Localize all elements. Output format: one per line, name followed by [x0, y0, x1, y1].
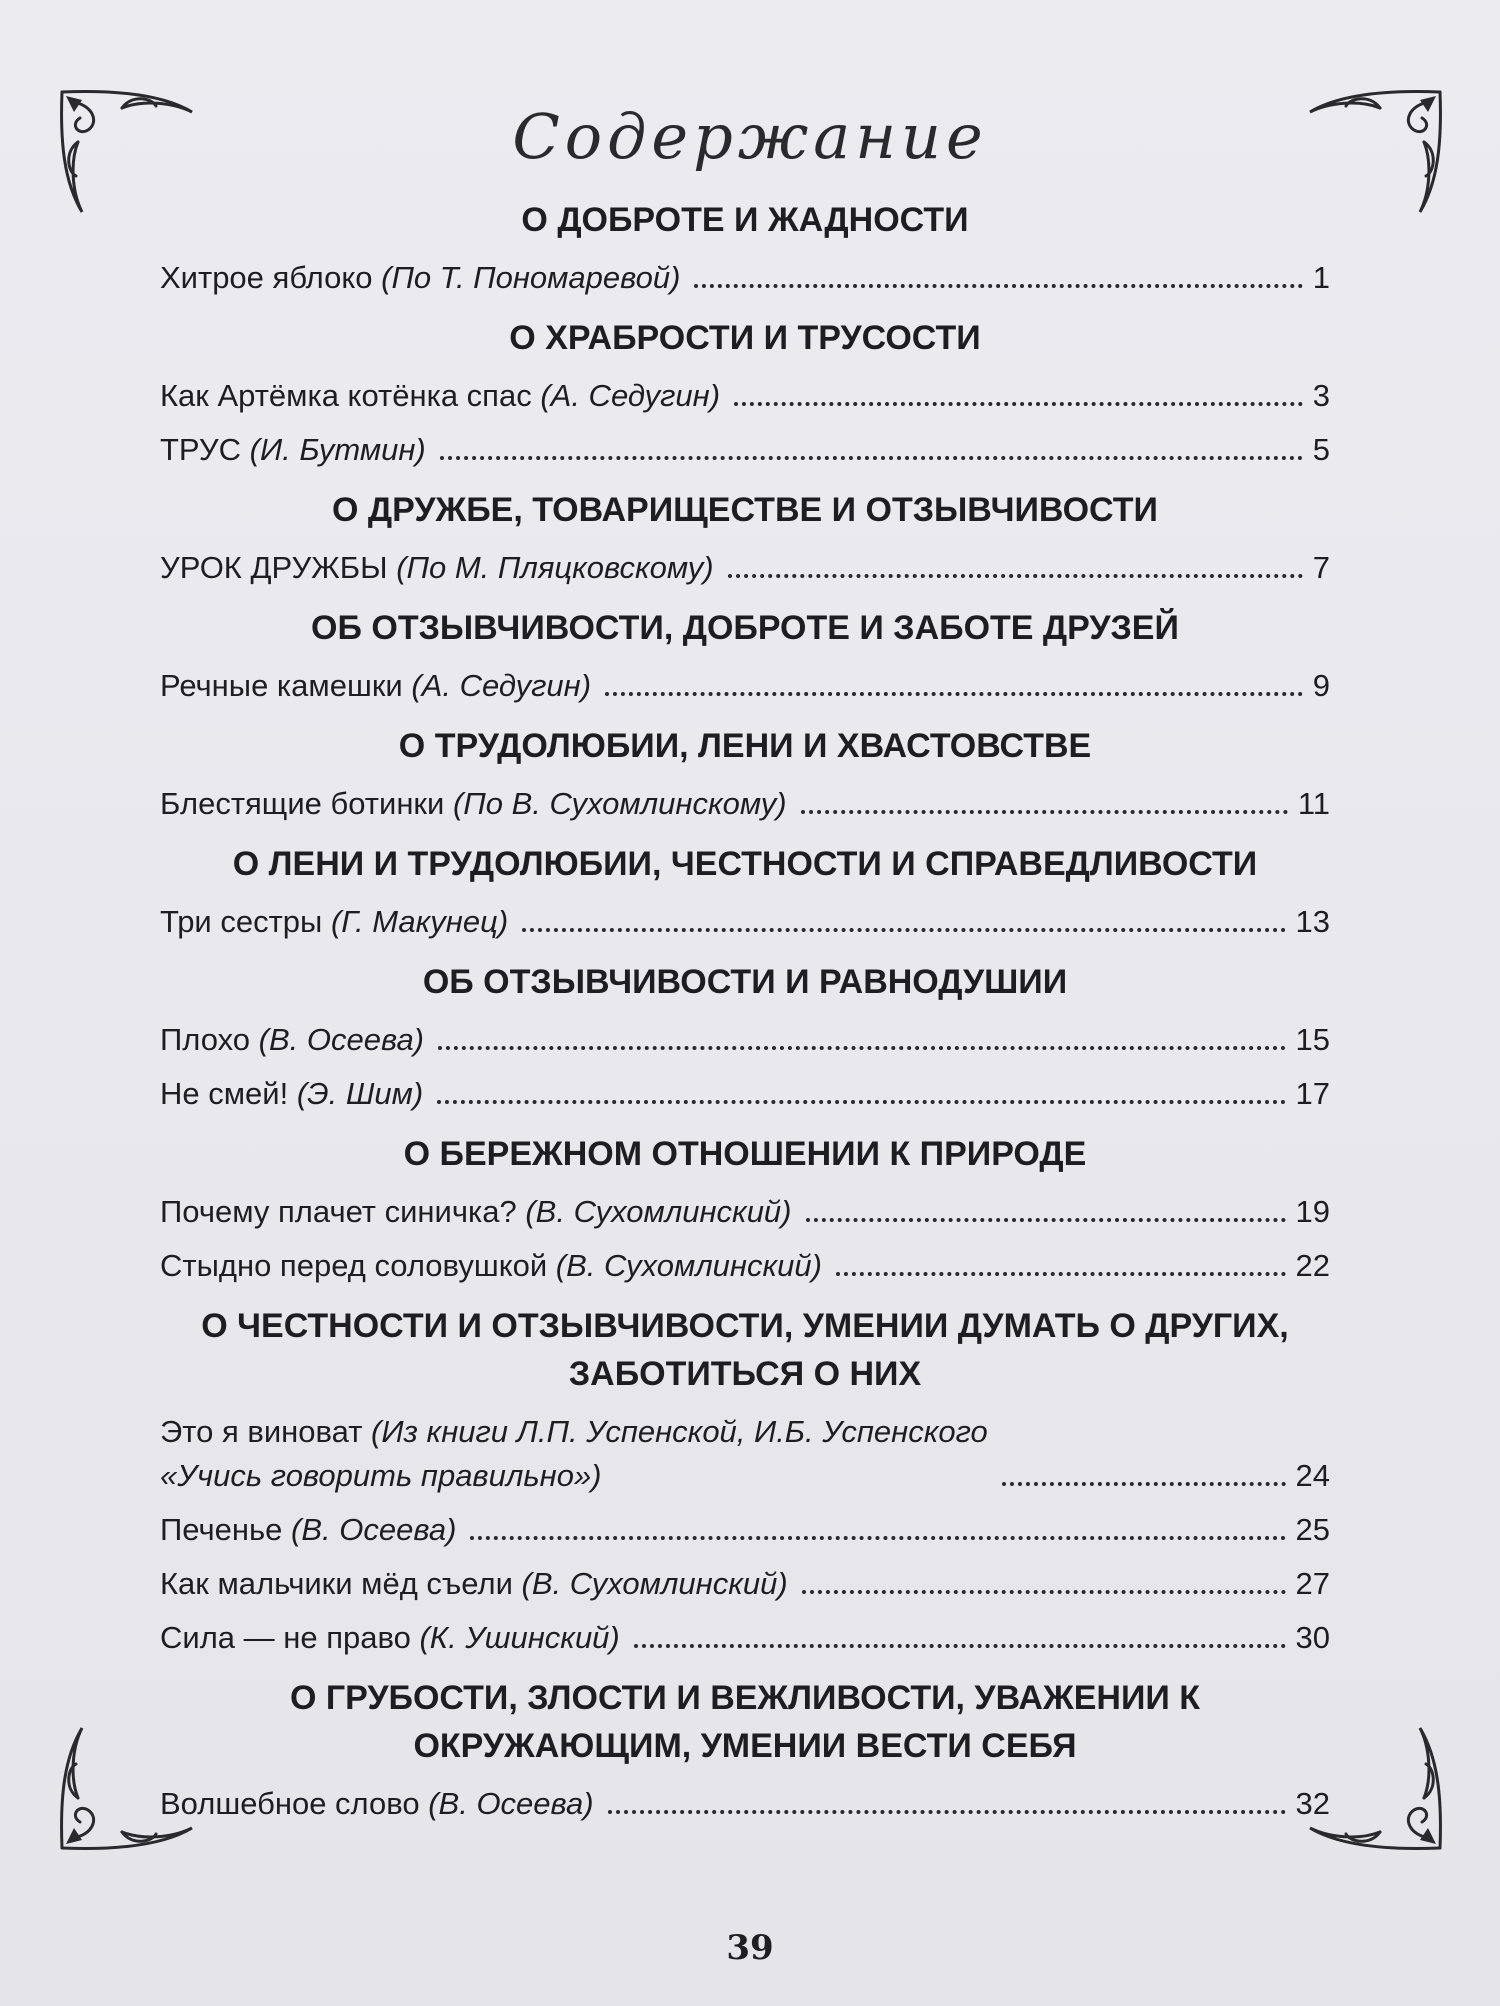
dot-leader: [801, 810, 1288, 814]
section-heading: О ЧЕСТНОСТИ И ОТЗЫВЧИВОСТИ, УМЕНИИ ДУМАТЬ О ДРУГИХ, ЗАБОТИТЬСЯ О НИХ: [201, 1307, 1289, 1393]
entry-author: (В. Осеева): [258, 1022, 425, 1057]
entry-title: Почему плачет синичка?: [160, 1194, 526, 1229]
entry-page: 22: [1295, 1248, 1330, 1283]
entry-author: (В. Сухомлинский): [555, 1248, 822, 1283]
dot-leader: [734, 402, 1303, 406]
entry-author: (По М. Пляцковскому): [396, 550, 714, 585]
dot-leader: [470, 1536, 1285, 1540]
entry-title: Печенье: [160, 1512, 292, 1547]
entry-page: 30: [1295, 1620, 1330, 1655]
section-heading: О ДОБРОТЕ И ЖАДНОСТИ: [521, 201, 969, 239]
entry-author: (В. Сухомлинский): [525, 1194, 792, 1229]
entry-page: 32: [1295, 1786, 1330, 1821]
entry-title: Сила — не право: [160, 1620, 420, 1655]
entry-author: (Г. Макунец): [330, 904, 509, 939]
entry-page: 15: [1295, 1022, 1330, 1057]
toc-entry[interactable]: [160, 428, 1330, 472]
toc-entry[interactable]: [160, 1018, 1330, 1062]
toc-entry[interactable]: [160, 664, 1330, 708]
section-heading: О БЕРЕЖНОМ ОТНОШЕНИИ К ПРИРОДЕ: [403, 1135, 1087, 1173]
page-title: Содержание: [512, 100, 988, 173]
entry-author: (К. Ушинский): [419, 1620, 620, 1655]
section-heading: О ХРАБРОСТИ И ТРУСОСТИ: [509, 319, 981, 357]
entry-title: Блестящие ботинки: [160, 786, 453, 821]
entry-title: Три сестры: [160, 904, 331, 939]
dot-leader: [806, 1218, 1286, 1222]
entry-author: (Из книги Л.П. Успенской, И.Б. Успенского: [371, 1414, 988, 1449]
dot-leader: [440, 456, 1303, 460]
entry-page: 5: [1312, 432, 1330, 467]
section-heading: О ЛЕНИ И ТРУДОЛЮБИИ, ЧЕСТНОСТИ И СПРАВЕДЛИВОСТИ: [232, 845, 1258, 883]
entry-title: УРОК ДРУЖБЫ: [160, 550, 397, 585]
toc-entry[interactable]: [160, 546, 1330, 590]
entry-title: Хитрое яблоко: [160, 260, 382, 295]
dot-leader: [522, 928, 1285, 932]
toc-entry[interactable]: [160, 900, 1330, 944]
entry-title: Волшебное слово: [160, 1786, 429, 1821]
entry-title: Не смей!: [160, 1076, 297, 1111]
entry-author: (И. Бутмин): [249, 432, 426, 467]
entry-page: 25: [1295, 1512, 1330, 1547]
entry-title: Плохо: [160, 1022, 259, 1057]
entry-page: 9: [1312, 668, 1330, 703]
entry-page: 3: [1312, 378, 1330, 413]
entry-page: 1: [1312, 260, 1330, 295]
dot-leader: [608, 1810, 1286, 1814]
entry-page: 13: [1295, 904, 1330, 939]
dot-leader: [694, 284, 1302, 288]
section-heading: О ТРУДОЛЮБИИ, ЛЕНИ И ХВАСТОВСТВЕ: [398, 727, 1092, 765]
entry-author: (По В. Сухомлинскому): [452, 786, 787, 821]
entry-author: (В. Осеева): [428, 1786, 594, 1821]
table-of-contents: [160, 196, 1330, 1836]
toc-entry[interactable]: [160, 374, 1330, 418]
toc-entry[interactable]: [160, 256, 1330, 300]
toc-entry[interactable]: [160, 1782, 1330, 1826]
dot-leader: [728, 574, 1303, 578]
page-number: 39: [726, 1928, 774, 1968]
dot-leader: [802, 1590, 1286, 1594]
entry-page: 24: [1295, 1458, 1330, 1493]
entry-page: 19: [1295, 1194, 1330, 1229]
entry-page: 27: [1295, 1566, 1330, 1601]
entry-author: (В. Осеева): [291, 1512, 457, 1547]
toc-entry[interactable]: [160, 1190, 1330, 1234]
toc-entry[interactable]: [160, 1244, 1330, 1288]
entry-title: Стыдно перед соловушкой: [160, 1248, 556, 1283]
dot-leader: [438, 1046, 1286, 1050]
dot-leader: [634, 1644, 1286, 1648]
entry-author: (В. Сухомлинский): [521, 1566, 788, 1601]
dot-leader: [1002, 1482, 1286, 1486]
section-heading: ОБ ОТЗЫВЧИВОСТИ И РАВНОДУШИИ: [422, 963, 1068, 1001]
entry-title: Это я виноват: [160, 1414, 372, 1449]
entry-author: (А. Седугин): [411, 668, 592, 703]
toc-entry[interactable]: [160, 1508, 1330, 1552]
dot-leader: [437, 1100, 1285, 1104]
entry-title: Как Артёмка котёнка спас: [160, 378, 541, 413]
entry-author: (По Т. Пономаревой): [381, 260, 681, 295]
toc-entry[interactable]: [160, 1410, 1330, 1498]
entry-page: 7: [1312, 550, 1330, 585]
entry-author: (А. Седугин): [540, 378, 721, 413]
dot-leader: [605, 692, 1303, 696]
section-heading: О ГРУБОСТИ, ЗЛОСТИ И ВЕЖЛИВОСТИ, УВАЖЕНИИ К ОКРУЖАЮЩИМ, УМЕНИИ ВЕСТИ СЕБЯ: [289, 1679, 1201, 1765]
entry-author: (Э. Шим): [296, 1076, 424, 1111]
dot-leader: [836, 1272, 1286, 1276]
entry-title: Как мальчики мёд съели: [160, 1566, 522, 1601]
entry-title: Речные камешки: [160, 668, 412, 703]
toc-entry[interactable]: [160, 1072, 1330, 1116]
toc-entry[interactable]: [160, 1616, 1330, 1660]
entry-page: 17: [1295, 1076, 1330, 1111]
section-heading: ОБ ОТЗЫВЧИВОСТИ, ДОБРОТЕ И ЗАБОТЕ ДРУЗЕЙ: [311, 609, 1179, 647]
entry-title: ТРУС: [160, 432, 250, 467]
section-heading: О ДРУЖБЕ, ТОВАРИЩЕСТВЕ И ОТЗЫВЧИВОСТИ: [332, 491, 1158, 529]
toc-entry[interactable]: [160, 1562, 1330, 1606]
entry-page: 11: [1297, 786, 1330, 821]
toc-entry[interactable]: [160, 782, 1330, 826]
entry-author-continued: «Учись говорить правильно»): [160, 1458, 602, 1493]
